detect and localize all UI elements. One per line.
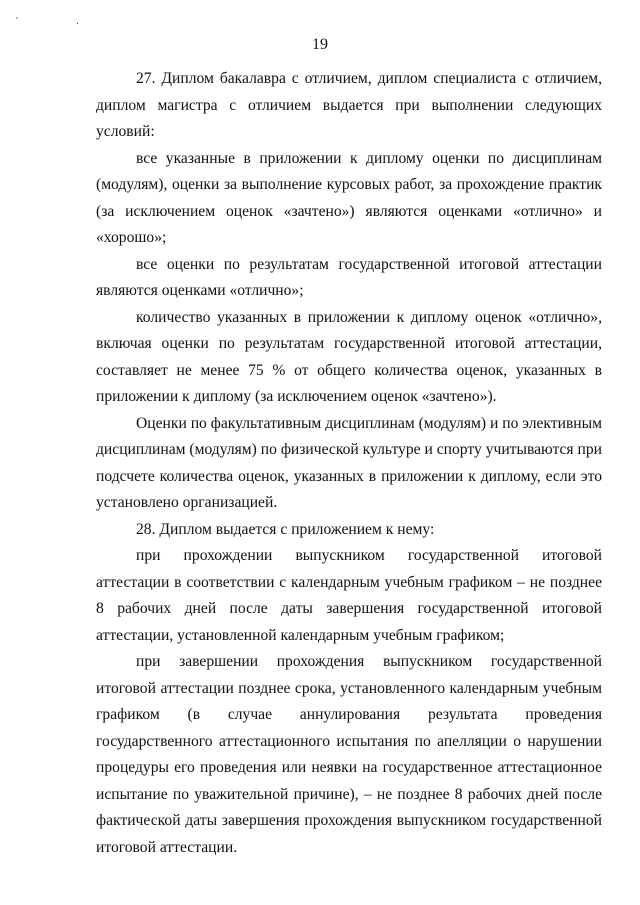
paragraph-optional-disciplines: Оценки по факультативным дисциплинам (модулям) и по элективным дисциплинам (модулям) по физической культуре и спорту учитываются при подсчете количества оценок, указанных в приложении к диплому, если это установлено организацией. [96, 414, 602, 511]
paragraph-28-diploma-issuance: 28. Диплом выдается с приложением к нему: [136, 520, 435, 538]
document-body [96, 66, 602, 861]
condition-grades-excellent-good: все указанные в приложении к диплому оценки по дисциплинам (модулям), оценки за выполнение курсовых работ, за прохождение практик (за исключением оценок «зачтено») являются оценками «отлично» и «хорошо»; [96, 149, 602, 246]
issuance-on-schedule: при прохождении выпускником государственной итоговой аттестации в соответствии с календарным учебным графиком – не позднее 8 рабочих дней после даты завершения государственной итоговой аттестации, установленной календарным учебным графиком; [96, 547, 602, 644]
condition-75-percent-excellent: количество указанных в приложении к диплому оценок «отлично», включая оценки по результатам государственной итоговой аттестации, составляет не менее 75 % от общего количества оценок, указанных в приложении к диплому (за исключением оценок «зачтено»). [96, 308, 602, 405]
scan-marks: ' . [16, 16, 107, 27]
page-number: 19 [312, 36, 328, 53]
paragraph-27-diploma-with-honors: 27. Диплом бакалавра с отличием, диплом специалиста с отличием, диплом магистра с отличием выдается при выполнении следующих условий: [96, 70, 602, 140]
condition-final-attestation-excellent: все оценки по результатам государственной итоговой аттестации являются оценками «отлично»; [96, 255, 602, 299]
issuance-after-deadline: при завершении прохождения выпускником государственной итоговой аттестации позднее срока, установленного календарным учебным графиком (в случае аннулирования результата проведения государственного аттестационного испытания по апелляции о нарушении процедуры его проведения или неявки на государственное аттестационное испытание по уважительной причине), – не позднее 8 рабочих дней после фактической даты завершения прохождения выпускником государственной итоговой аттестации. [96, 653, 602, 856]
